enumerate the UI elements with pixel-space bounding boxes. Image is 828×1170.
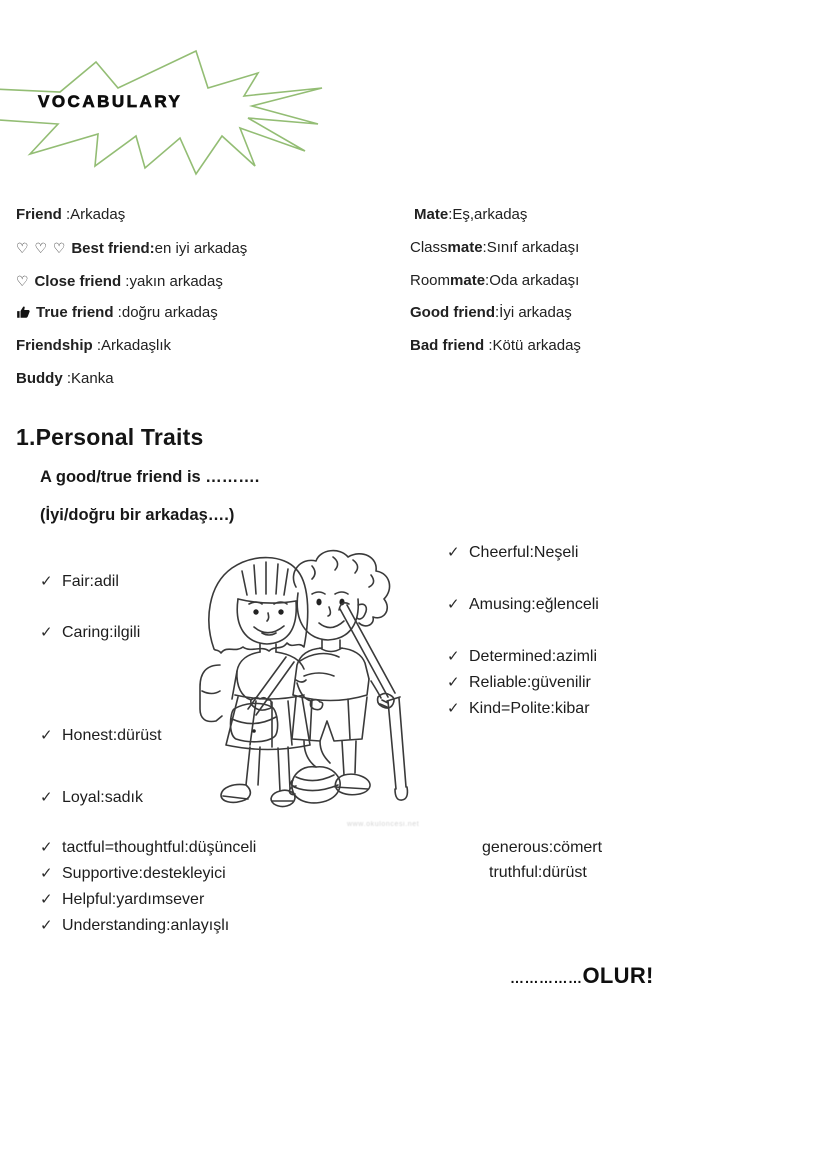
section-subline-en: A good/true friend is ………. xyxy=(40,468,260,486)
checkmark-icon: ✓ xyxy=(40,624,53,641)
checkmark-icon: ✓ xyxy=(447,700,460,717)
vocab-item-mate: Mate:Eş,arkadaş xyxy=(414,206,528,223)
checkmark-icon: ✓ xyxy=(447,648,460,665)
trait-item-cheerful: ✓ Cheerful:Neşeli xyxy=(447,544,579,561)
checkmark-icon: ✓ xyxy=(447,596,460,613)
checkmark-icon: ✓ xyxy=(40,891,53,908)
checkmark-icon: ✓ xyxy=(40,839,53,856)
starburst-shape xyxy=(0,48,340,186)
trait-item-fair: ✓ Fair:adil xyxy=(40,573,119,590)
banner-title: VOCABULARY xyxy=(38,92,183,111)
vocab-item-friendship: Friendship :Arkadaşlık xyxy=(16,337,172,355)
heart-outline-icon: ♡ xyxy=(16,272,35,289)
checkmark-icon: ✓ xyxy=(40,917,53,934)
vocab-item-best-friend: ♡ ♡ ♡ Best friend:en iyi arkadaş xyxy=(16,239,248,257)
closing-line xyxy=(510,963,654,989)
vocab-item-true-friend: True friend :doğru arkadaş xyxy=(16,297,247,330)
checkmark-icon: ✓ xyxy=(40,865,53,882)
vocab-item-good-friend: Good friend:İyi arkadaş xyxy=(410,304,572,322)
vocab-item-roommate: Roommate:Oda arkadaşı xyxy=(410,271,580,289)
section-heading: 1.Personal Traits xyxy=(16,424,204,450)
trait-item-supportive: ✓ Supportive:destekleyici xyxy=(40,865,226,882)
vocab-item-classmate: Classmate:Sınıf arkadaşı xyxy=(410,238,580,256)
thumbs-up-icon xyxy=(16,305,31,319)
closing-word: OLUR! xyxy=(582,963,654,988)
trait-item-determined: ✓ Determined:azimli xyxy=(447,648,598,665)
vocab-item-friend: Friend :Arkadaş xyxy=(16,206,126,223)
checkmark-icon: ✓ xyxy=(447,674,460,691)
vocab-column-right xyxy=(410,199,581,363)
checkmark-icon: ✓ xyxy=(40,727,53,744)
heart-outline-icons: ♡ ♡ ♡ xyxy=(16,239,72,256)
vocab-item-buddy: Buddy :Kanka xyxy=(16,369,114,387)
friends-line-art xyxy=(192,549,446,819)
checkmark-icon: ✓ xyxy=(447,544,460,561)
section-subline-tr: (İyi/doğru bir arkadaş….) xyxy=(40,506,235,524)
watermark-text: www.okuloncesi.net xyxy=(347,821,420,828)
trait-item-caring: ✓ Caring:ilgili xyxy=(40,624,141,641)
trait-item-kind: ✓ Kind=Polite:kibar xyxy=(447,700,590,717)
trait-item-reliable: ✓ Reliable:güvenilir xyxy=(447,674,591,691)
trait-item-loyal: ✓ Loyal:sadık xyxy=(40,789,143,806)
closing-dots: …………… xyxy=(510,970,583,986)
trait-item-generous: generous:cömert xyxy=(482,839,603,856)
vocab-item-bad-friend: Bad friend :Kötü arkadaş xyxy=(410,337,581,355)
trait-item-tactful: ✓ tactful=thoughtful:düşünceli xyxy=(40,839,257,856)
vocab-column-left xyxy=(16,199,247,396)
trait-item-amusing: ✓ Amusing:eğlenceli xyxy=(447,596,599,613)
vocab-item-close-friend: ♡ Close friend :yakın arkadaş xyxy=(16,272,223,290)
checkmark-icon: ✓ xyxy=(40,789,53,806)
trait-item-honest: ✓ Honest:dürüst xyxy=(40,727,162,744)
friends-illustration xyxy=(192,549,446,819)
trait-item-understanding: ✓ Understanding:anlayışlı xyxy=(40,917,230,934)
checkmark-icon: ✓ xyxy=(40,573,53,590)
trait-item-helpful: ✓ Helpful:yardımsever xyxy=(40,891,205,908)
vocabulary-banner xyxy=(0,48,340,186)
trait-item-truthful: truthful:dürüst xyxy=(489,864,587,881)
